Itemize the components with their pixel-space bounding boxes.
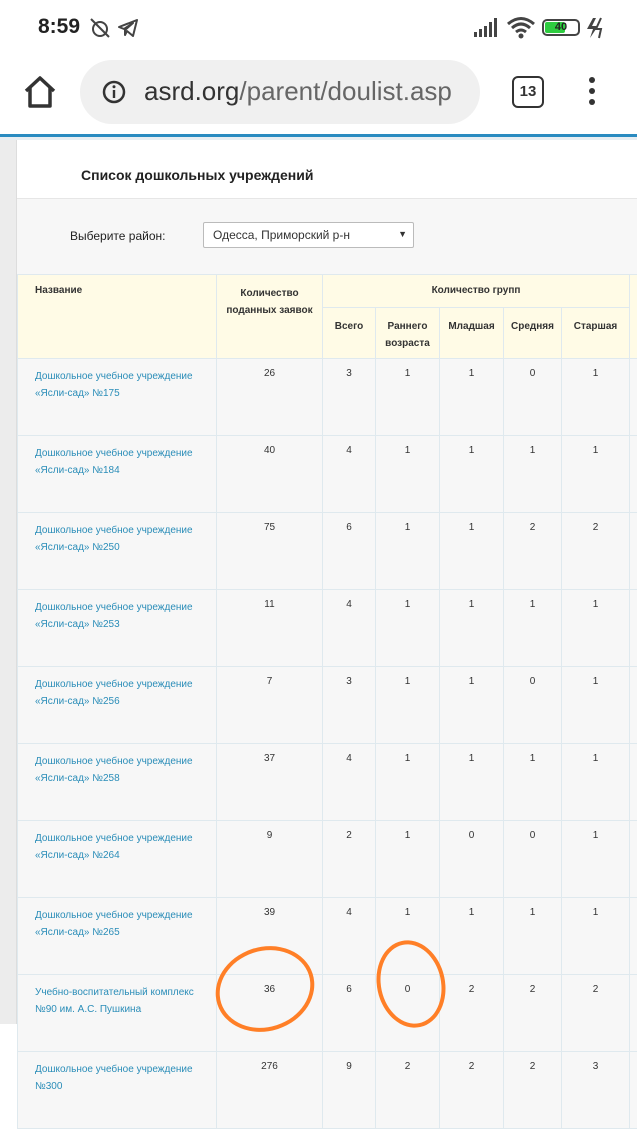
cell-overflow <box>630 513 637 590</box>
cell-early-age: 1 <box>376 359 440 436</box>
cell-early-age: 1 <box>376 590 440 667</box>
cell-name <box>18 436 217 513</box>
cell-applications: 26 <box>217 359 323 436</box>
cell-senior: 1 <box>562 667 630 744</box>
cell-junior: 1 <box>440 590 504 667</box>
tab-switcher-button[interactable]: 13 <box>512 76 544 108</box>
cell-applications: 75 <box>217 513 323 590</box>
preschool-link[interactable]: Дошкольное учебное учреждение «Ясли-сад» №253 <box>35 602 193 630</box>
cell-middle: 2 <box>504 1052 562 1129</box>
cell-early-age: 2 <box>376 1052 440 1129</box>
cell-senior: 3 <box>562 1052 630 1129</box>
cell-overflow <box>630 590 637 667</box>
cell-name <box>18 975 217 1052</box>
cell-total: 4 <box>323 590 376 667</box>
cell-total: 4 <box>323 744 376 821</box>
cell-total: 6 <box>323 513 376 590</box>
cell-senior: 1 <box>562 359 630 436</box>
status-bar <box>0 0 637 56</box>
header-middle: Средняя <box>504 308 562 359</box>
preschool-link[interactable]: Дошкольное учебное учреждение «Ясли-сад» №264 <box>35 833 193 861</box>
cell-middle: 2 <box>504 975 562 1052</box>
cell-name <box>18 898 217 975</box>
cell-overflow <box>630 359 637 436</box>
cell-senior: 1 <box>562 436 630 513</box>
cell-total: 3 <box>323 359 376 436</box>
cell-applications: 37 <box>217 744 323 821</box>
cell-applications: 9 <box>217 821 323 898</box>
district-select-value: Одесса, Приморский р-н <box>213 228 350 242</box>
cell-early-age: 1 <box>376 898 440 975</box>
header-groups-count: Количество групп <box>323 275 630 308</box>
header-senior: Старшая <box>562 308 630 359</box>
header-early-age: Раннего возраста <box>376 308 440 359</box>
header-total: Всего <box>323 308 376 359</box>
table-row <box>18 821 637 898</box>
table-row <box>18 975 637 1052</box>
header-overflow <box>630 275 637 359</box>
preschool-link[interactable]: Учебно-воспитательный комплекс №90 им. А.С. Пушкина <box>35 987 194 1015</box>
cell-junior: 2 <box>440 1052 504 1129</box>
cell-junior: 1 <box>440 513 504 590</box>
cell-junior: 2 <box>440 975 504 1052</box>
info-icon[interactable] <box>102 80 126 104</box>
signal-icon <box>472 18 498 38</box>
district-label: Выберите район: <box>70 229 165 243</box>
cell-junior: 0 <box>440 821 504 898</box>
cell-applications: 11 <box>217 590 323 667</box>
preschool-table <box>17 274 637 1129</box>
cell-total: 2 <box>323 821 376 898</box>
cell-middle: 0 <box>504 821 562 898</box>
cell-early-age: 1 <box>376 667 440 744</box>
cell-total: 4 <box>323 898 376 975</box>
cell-overflow <box>630 1052 637 1129</box>
home-icon[interactable] <box>20 72 60 112</box>
browser-toolbar <box>0 56 637 134</box>
cell-middle: 1 <box>504 590 562 667</box>
cell-senior: 2 <box>562 513 630 590</box>
preschool-link[interactable]: Дошкольное учебное учреждение №300 <box>35 1064 193 1092</box>
preschool-link[interactable]: Дошкольное учебное учреждение «Ясли-сад» №256 <box>35 679 193 707</box>
preschool-link[interactable]: Дошкольное учебное учреждение «Ясли-сад» №250 <box>35 525 193 553</box>
table-row <box>18 513 637 590</box>
cell-middle: 0 <box>504 667 562 744</box>
cell-early-age: 1 <box>376 436 440 513</box>
table-row <box>18 590 637 667</box>
table-header-row <box>18 275 637 308</box>
left-margin <box>0 140 17 1024</box>
table-row <box>18 744 637 821</box>
cell-applications: 36 <box>217 975 323 1052</box>
preschool-link[interactable]: Дошкольное учебное учреждение «Ясли-сад» №184 <box>35 448 193 476</box>
battery-level: 40 <box>544 21 578 34</box>
cell-name <box>18 590 217 667</box>
cell-total: 6 <box>323 975 376 1052</box>
cell-middle: 1 <box>504 744 562 821</box>
cell-overflow <box>630 821 637 898</box>
cell-junior: 1 <box>440 359 504 436</box>
cell-applications: 276 <box>217 1052 323 1129</box>
url-host: asrd.org <box>144 76 239 106</box>
cell-overflow <box>630 975 637 1052</box>
title-bar <box>17 140 637 199</box>
table-row <box>18 359 637 436</box>
cell-overflow <box>630 898 637 975</box>
page-content <box>17 140 637 1024</box>
more-menu-icon[interactable] <box>586 74 598 110</box>
dropdown-arrow-icon: ▼ <box>398 229 407 239</box>
cell-overflow <box>630 744 637 821</box>
district-select[interactable] <box>203 222 414 248</box>
cell-name <box>18 821 217 898</box>
cell-senior: 2 <box>562 975 630 1052</box>
cell-junior: 1 <box>440 436 504 513</box>
cell-middle: 0 <box>504 359 562 436</box>
cell-total: 4 <box>323 436 376 513</box>
header-applications-count: Количество поданных заявок <box>217 275 323 359</box>
cell-early-age: 1 <box>376 744 440 821</box>
preschool-link[interactable]: Дошкольное учебное учреждение «Ясли-сад» №258 <box>35 756 193 784</box>
telegram-icon <box>116 16 140 40</box>
cell-senior: 1 <box>562 898 630 975</box>
cell-name <box>18 513 217 590</box>
cell-applications: 7 <box>217 667 323 744</box>
wifi-icon <box>506 16 536 40</box>
cell-applications: 39 <box>217 898 323 975</box>
page-title: Список дошкольных учреждений <box>81 167 313 183</box>
preschool-link[interactable]: Дошкольное учебное учреждение «Ясли-сад» №265 <box>35 910 193 938</box>
cell-overflow <box>630 436 637 513</box>
cell-middle: 1 <box>504 898 562 975</box>
cell-senior: 1 <box>562 821 630 898</box>
cell-senior: 1 <box>562 590 630 667</box>
header-junior: Младшая <box>440 308 504 359</box>
table-row <box>18 1052 637 1129</box>
alarm-off-icon <box>88 16 112 40</box>
cell-overflow <box>630 667 637 744</box>
cell-junior: 1 <box>440 744 504 821</box>
cell-junior: 1 <box>440 898 504 975</box>
address-bar[interactable] <box>80 60 480 124</box>
cell-middle: 1 <box>504 436 562 513</box>
cell-name <box>18 667 217 744</box>
cell-early-age: 1 <box>376 821 440 898</box>
url-path: /parent/doulist.asp <box>239 76 451 106</box>
cell-name <box>18 744 217 821</box>
cell-name <box>18 1052 217 1129</box>
cell-total: 9 <box>323 1052 376 1129</box>
header-name: Название <box>18 275 217 359</box>
cell-name <box>18 359 217 436</box>
table-row <box>18 898 637 975</box>
cell-senior: 1 <box>562 744 630 821</box>
cell-total: 3 <box>323 667 376 744</box>
cell-early-age: 1 <box>376 513 440 590</box>
district-filter-row <box>17 199 637 273</box>
cell-applications: 40 <box>217 436 323 513</box>
cell-junior: 1 <box>440 667 504 744</box>
cell-early-age: 0 <box>376 975 440 1052</box>
status-time: 8:59 <box>38 15 80 39</box>
battery-icon <box>542 19 580 36</box>
table-row <box>18 667 637 744</box>
charging-icon <box>584 16 606 40</box>
preschool-link[interactable]: Дошкольное учебное учреждение «Ясли-сад» №175 <box>35 371 193 399</box>
url-text[interactable] <box>144 76 452 107</box>
table-row <box>18 436 637 513</box>
cell-middle: 2 <box>504 513 562 590</box>
